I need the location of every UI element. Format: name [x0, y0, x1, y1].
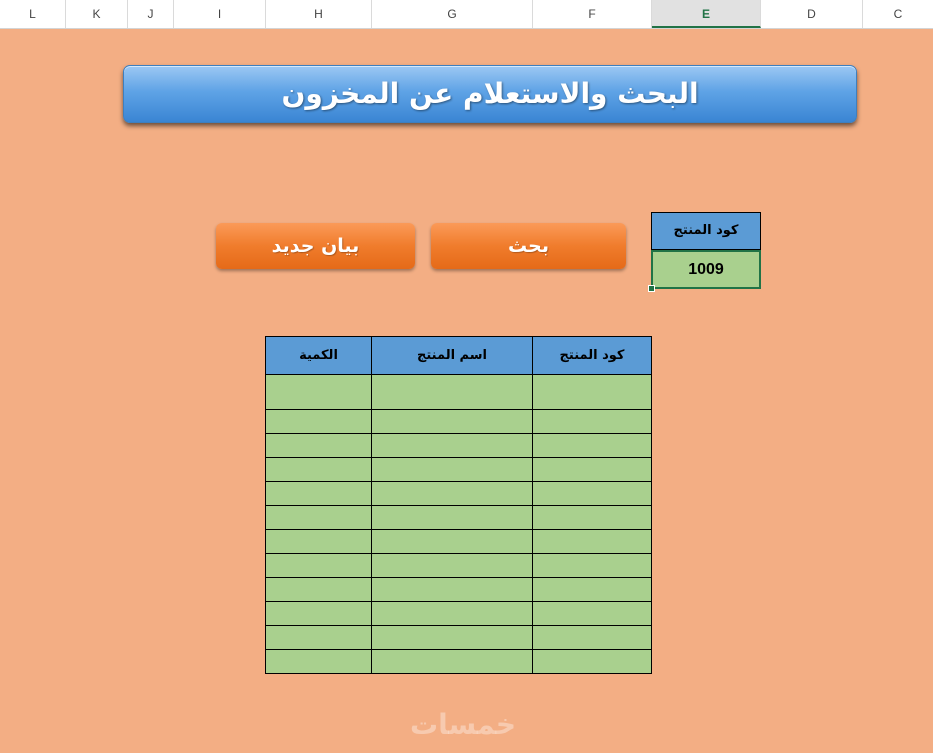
table-header-row	[266, 337, 652, 375]
quantity-cell[interactable]	[266, 530, 372, 554]
quantity-cell[interactable]	[266, 578, 372, 602]
column-header-i[interactable]: I	[174, 0, 266, 28]
product-name-cell[interactable]	[372, 578, 533, 602]
quantity-cell[interactable]	[266, 458, 372, 482]
product-code-label: كود المنتج	[651, 212, 761, 250]
column-header-bar	[0, 0, 933, 29]
product-name-cell[interactable]	[372, 650, 533, 674]
product-code-cell[interactable]	[533, 650, 652, 674]
table-row	[266, 375, 652, 410]
product-code-cell[interactable]	[533, 434, 652, 458]
column-header-g[interactable]: G	[372, 0, 533, 28]
header-product-code: كود المنتج	[533, 337, 652, 375]
table-row	[266, 626, 652, 650]
table-row	[266, 602, 652, 626]
quantity-cell[interactable]	[266, 602, 372, 626]
header-quantity: الكمية	[266, 337, 372, 375]
quantity-cell[interactable]	[266, 434, 372, 458]
product-code-cell[interactable]	[533, 410, 652, 434]
product-code-cell[interactable]	[533, 554, 652, 578]
table-row	[266, 410, 652, 434]
fill-handle[interactable]	[648, 285, 655, 292]
product-name-cell[interactable]	[372, 626, 533, 650]
table-row	[266, 458, 652, 482]
quantity-cell[interactable]	[266, 375, 372, 410]
table-row	[266, 482, 652, 506]
table-row	[266, 650, 652, 674]
table-row	[266, 578, 652, 602]
product-code-input[interactable]: 1009	[651, 250, 761, 289]
new-entry-button[interactable]: بيان جديد	[216, 223, 415, 269]
column-header-e[interactable]: E	[652, 0, 761, 28]
product-name-cell[interactable]	[372, 410, 533, 434]
product-name-cell[interactable]	[372, 434, 533, 458]
column-header-f[interactable]: F	[533, 0, 652, 28]
quantity-cell[interactable]	[266, 626, 372, 650]
product-name-cell[interactable]	[372, 482, 533, 506]
column-header-h[interactable]: H	[266, 0, 372, 28]
table-row	[266, 506, 652, 530]
product-code-cell[interactable]	[533, 530, 652, 554]
table-row	[266, 530, 652, 554]
product-name-cell[interactable]	[372, 530, 533, 554]
product-code-cell[interactable]	[533, 602, 652, 626]
column-header-j[interactable]: J	[128, 0, 174, 28]
quantity-cell[interactable]	[266, 506, 372, 530]
product-name-cell[interactable]	[372, 458, 533, 482]
column-header-k[interactable]: K	[66, 0, 128, 28]
column-header-l[interactable]: L	[0, 0, 66, 28]
results-body	[266, 375, 652, 674]
page-title: البحث والاستعلام عن المخزون	[123, 65, 857, 123]
quantity-cell[interactable]	[266, 554, 372, 578]
product-name-cell[interactable]	[372, 375, 533, 410]
header-product-name: اسم المنتج	[372, 337, 533, 375]
product-code-cell[interactable]	[533, 482, 652, 506]
table-row	[266, 434, 652, 458]
product-code-cell[interactable]	[533, 458, 652, 482]
table-row	[266, 554, 652, 578]
product-name-cell[interactable]	[372, 554, 533, 578]
results-table	[265, 336, 652, 674]
quantity-cell[interactable]	[266, 410, 372, 434]
quantity-cell[interactable]	[266, 650, 372, 674]
product-name-cell[interactable]	[372, 602, 533, 626]
product-code-cell[interactable]	[533, 375, 652, 410]
column-header-c[interactable]: C	[893, 7, 903, 21]
column-header-d[interactable]: D	[761, 0, 863, 28]
search-button[interactable]: بحث	[431, 223, 626, 269]
product-code-cell[interactable]	[533, 506, 652, 530]
product-code-cell[interactable]	[533, 626, 652, 650]
watermark-logo: خمسات	[410, 708, 517, 741]
product-name-cell[interactable]	[372, 506, 533, 530]
product-code-cell[interactable]	[533, 578, 652, 602]
quantity-cell[interactable]	[266, 482, 372, 506]
